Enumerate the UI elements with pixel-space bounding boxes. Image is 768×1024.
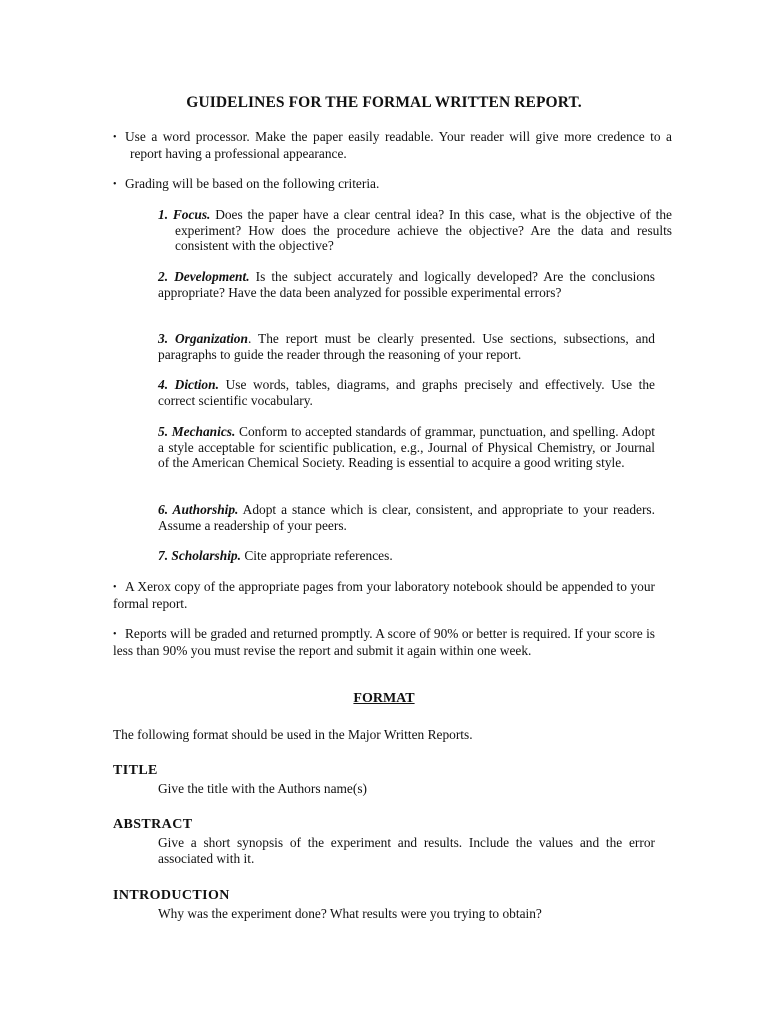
bullet-grading-returned <box>113 626 655 658</box>
bullet-icon: • <box>113 132 117 143</box>
bullet-word-processor <box>113 129 672 161</box>
bullet-text: Reports will be graded and returned promptly. A score of 90% or better is required. If your score is less than 90% you must revise the report and submit it again within one week. <box>113 626 655 658</box>
bullet-text: Use a word processor. Make the paper easily readable. Your reader will give more credence to a report having a professional appearance. <box>125 129 672 161</box>
criterion-label: 1. Focus. <box>158 207 211 222</box>
criterion-text: Cite appropriate references. <box>244 548 393 563</box>
bullet-grading <box>113 176 655 193</box>
criterion-label: 3. Organization <box>158 331 248 346</box>
bullet-icon: • <box>113 582 117 593</box>
criterion-text: Conform to accepted standards of grammar, punctuation, and spelling. Adopt a style acceptable for scientific publication, e.g., Journal of Physical Chemistry, or Journal of the American Chemical Society. Reading is essential to acquire a good writing style. <box>158 424 656 471</box>
criterion-label: 4. Diction. <box>158 377 219 392</box>
section-text-introduction: Why was the experiment done? What results were you trying to obtain? <box>158 906 542 921</box>
bullet-icon: • <box>113 179 117 190</box>
criterion-focus <box>158 207 672 254</box>
criterion-label: 7. Scholarship. <box>158 548 241 563</box>
criterion-text: . The report must be clearly presented. Use sections, subsections, and paragraphs to guide the reader through the reasoning of your report. <box>158 331 656 362</box>
format-heading: FORMAT <box>353 691 415 706</box>
section-heading-abstract: ABSTRACT <box>113 817 193 832</box>
format-intro: The following format should be used in the Major Written Reports. <box>113 727 473 742</box>
bullet-text: Grading will be based on the following criteria. <box>125 176 380 191</box>
criterion-text: Use words, tables, diagrams, and graphs precisely and effectively. Use the correct scientific vocabulary. <box>158 377 656 408</box>
criterion-text: Adopt a stance which is clear, consistent, and appropriate to your readers. Assume a readership of your peers. <box>158 502 655 533</box>
bullet-xerox-copy <box>113 579 655 611</box>
criterion-text: Is the subject accurately and logically developed? Are the conclusions appropriate? Have the data been analyzed for possible experimental errors? <box>158 269 655 300</box>
criterion-label: 5. Mechanics. <box>158 424 236 439</box>
section-heading-introduction: INTRODUCTION <box>113 888 230 903</box>
document-title: GUIDELINES FOR THE FORMAL WRITTEN REPORT. <box>186 94 582 111</box>
section-heading-title: TITLE <box>113 763 158 778</box>
criterion-scholarship <box>158 548 655 564</box>
criterion-mechanics <box>158 424 655 471</box>
criterion-label: 2. Development. <box>158 269 250 284</box>
criterion-development <box>158 269 655 300</box>
section-text-title: Give the title with the Authors name(s) <box>158 781 367 796</box>
criterion-text: Does the paper have a clear central idea? In this case, what is the objective of the experiment? How does the procedure achieve the objective? Are the data and results consistent with the objective? <box>175 207 672 254</box>
criterion-organization <box>158 331 655 362</box>
criterion-authorship <box>158 502 655 533</box>
criterion-label: 6. Authorship. <box>158 502 239 517</box>
criterion-diction <box>158 377 655 408</box>
section-text-abstract: Give a short synopsis of the experiment and results. Include the values and the error associated with it. <box>158 835 655 866</box>
bullet-icon: • <box>113 629 117 640</box>
bullet-text: A Xerox copy of the appropriate pages from your laboratory notebook should be appended to your formal report. <box>113 579 655 611</box>
